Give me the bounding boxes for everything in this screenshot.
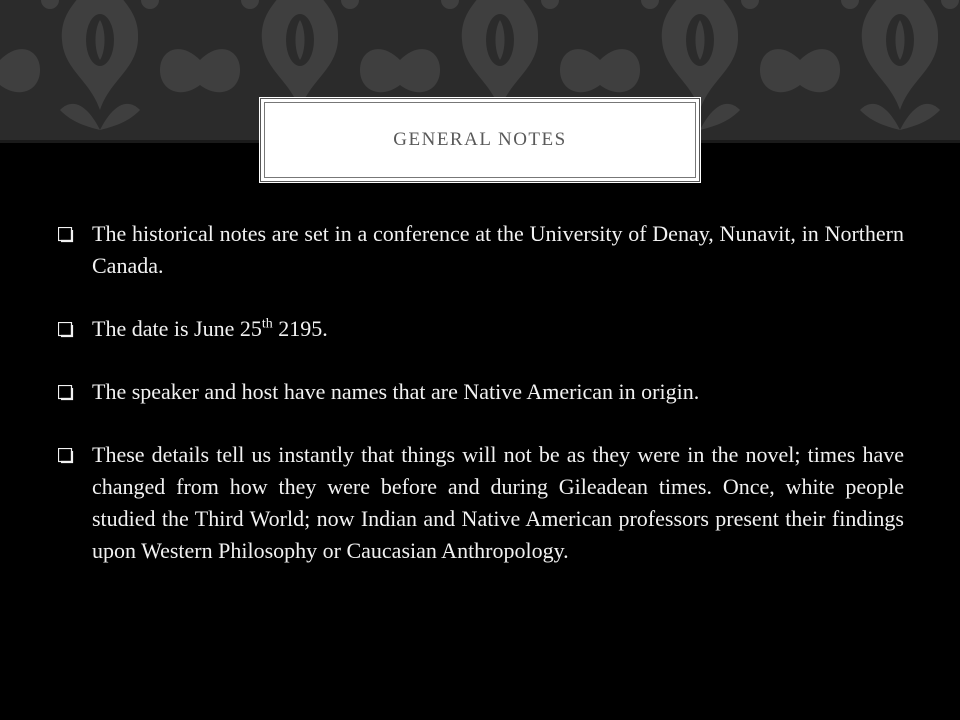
title-box-inner-border xyxy=(264,102,696,178)
checkbox-bullet-icon xyxy=(58,448,75,465)
bullet-text-before: The date is June 25 xyxy=(92,316,262,341)
bullet-item xyxy=(58,376,904,408)
checkbox-bullet-icon xyxy=(58,322,75,339)
bullet-text: These details tell us instantly that things will not be as they were in the novel; times have changed from how they were before and during Gileadean times. Once, white people studied the Third World; now Indian and Native American professors present their findings upon Western Philosophy or Caucasian Anthropology. xyxy=(92,442,904,563)
bullet-item xyxy=(58,218,904,282)
bullet-text xyxy=(92,316,328,341)
bullet-superscript: th xyxy=(261,316,273,332)
bullet-list xyxy=(58,218,904,598)
bullet-item xyxy=(58,313,904,345)
checkbox-bullet-icon xyxy=(58,227,75,244)
checkbox-bullet-icon xyxy=(58,385,75,402)
bullet-text-after: 2195. xyxy=(272,316,328,341)
bullet-item xyxy=(58,439,904,567)
slide-title: GENERAL NOTES xyxy=(393,129,567,150)
title-box xyxy=(260,98,700,182)
bullet-text: The speaker and host have names that are Native American in origin. xyxy=(92,379,700,404)
bullet-text: The historical notes are set in a conference at the University of Denay, Nunavit, in Northern Canada. xyxy=(92,221,904,278)
